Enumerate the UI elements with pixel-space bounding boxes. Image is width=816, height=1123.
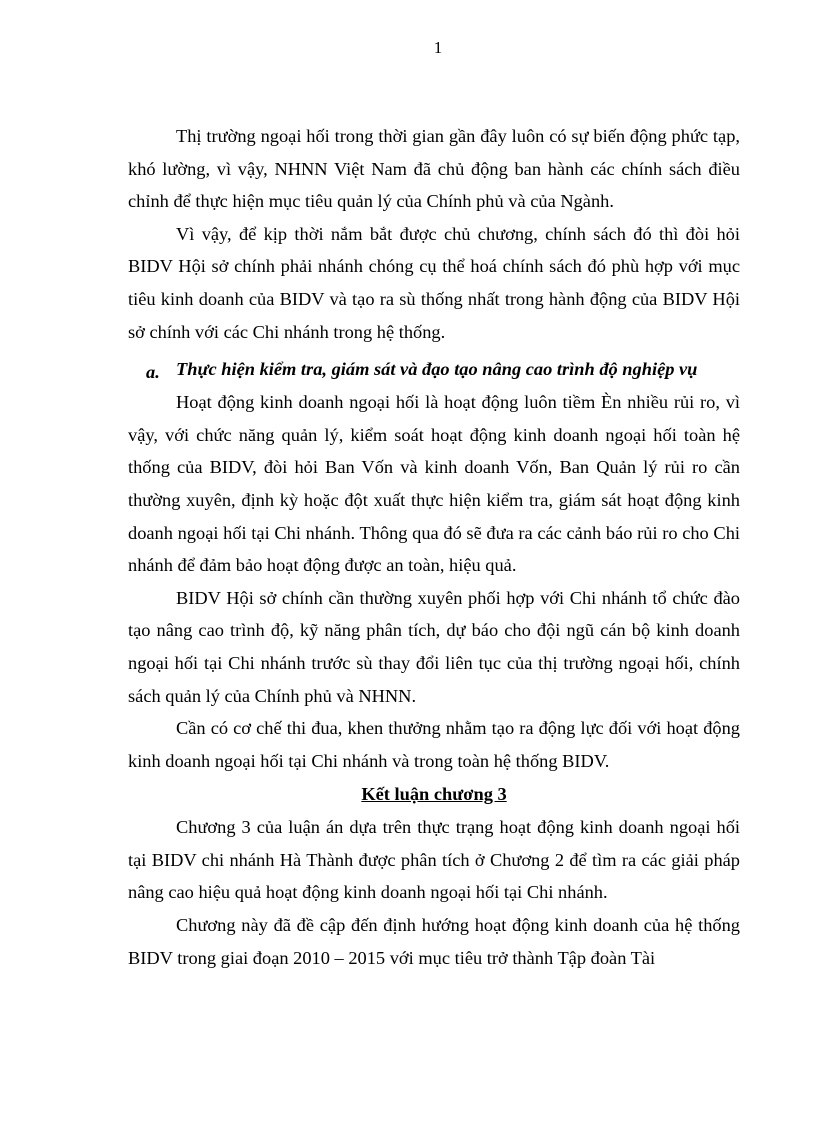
paragraph: Thị trường ngoại hối trong thời gian gần đây luôn có sự biến động phức tạp, khó lường, vì vậy, NHNN Việt Nam đã chủ động ban hành các chính sách điều chỉnh để thực hiện mục tiêu quản lý của Chính phủ và của Ngành.: [128, 126, 740, 212]
page-number: 1: [433, 38, 443, 57]
paragraph: Chương 3 của luận án dựa trên thực trạng hoạt động kinh doanh ngoại hối tại BIDV chi nhánh Hà Thành được phân tích ở Chương 2 để tìm ra các giải pháp nâng cao hiệu quả hoạt động kinh doanh ngoại hối tại Chi nhánh.: [128, 817, 740, 903]
section-heading: [128, 352, 740, 386]
section-title: Thực hiện kiểm tra, giám sát và đạo tạo nâng cao trình độ nghiệp vụ: [176, 359, 698, 380]
section-marker: a.: [146, 362, 160, 383]
conclusion-heading: Kết luận chương 3: [361, 784, 507, 805]
document-body: [128, 120, 740, 974]
paragraph: Vì vậy, để kịp thời nắm bắt được chủ chương, chính sách đó thì đòi hỏi BIDV Hội sở chính phải nhánh chóng cụ thể hoá chính sách đó phù hợp với mục tiêu kinh doanh của BIDV và tạo ra sù thống nhất trong hành động của BIDV Hội sở chính với các Chi nhánh trong hệ thống.: [128, 223, 740, 342]
paragraph: Cần có cơ chế thi đua, khen thưởng nhằm tạo ra động lực đối với hoạt động kinh doanh ngoại hối tại Chi nhánh và trong toàn hệ thống BIDV.: [128, 718, 740, 771]
paragraph: BIDV Hội sở chính cần thường xuyên phối hợp với Chi nhánh tổ chức đào tạo nâng cao trình độ, kỹ năng phân tích, dự báo cho đội ngũ cán bộ kinh doanh ngoại hối tại Chi nhánh trước sù thay đổi liên tục của thị trường ngoại hối, chính sách quản lý của Chính phủ và NHNN.: [128, 587, 740, 706]
paragraph: Chương này đã đề cập đến định hướng hoạt động kinh doanh của hệ thống BIDV trong giai đoạn 2010 – 2015 với mục tiêu trở thành Tập đoàn Tài: [128, 915, 740, 968]
paragraph: Hoạt động kinh doanh ngoại hối là hoạt động luôn tiềm Èn nhiều rủi ro, vì vậy, với chức năng quản lý, kiểm soát hoạt động kinh doanh ngoại hối toàn hệ thống của BIDV, đòi hỏi Ban Vốn và kinh doanh Vốn, Ban Quản lý rủi ro cần thường xuyên, định kỳ hoặc đột xuất thực hiện kiểm tra, giám sát hoạt động kinh doanh ngoại hối tại Chi nhánh. Thông qua đó sẽ đưa ra các cảnh báo rủi ro cho Chi nhánh để đảm bảo hoạt động được an toàn, hiệu quả.: [128, 392, 740, 576]
